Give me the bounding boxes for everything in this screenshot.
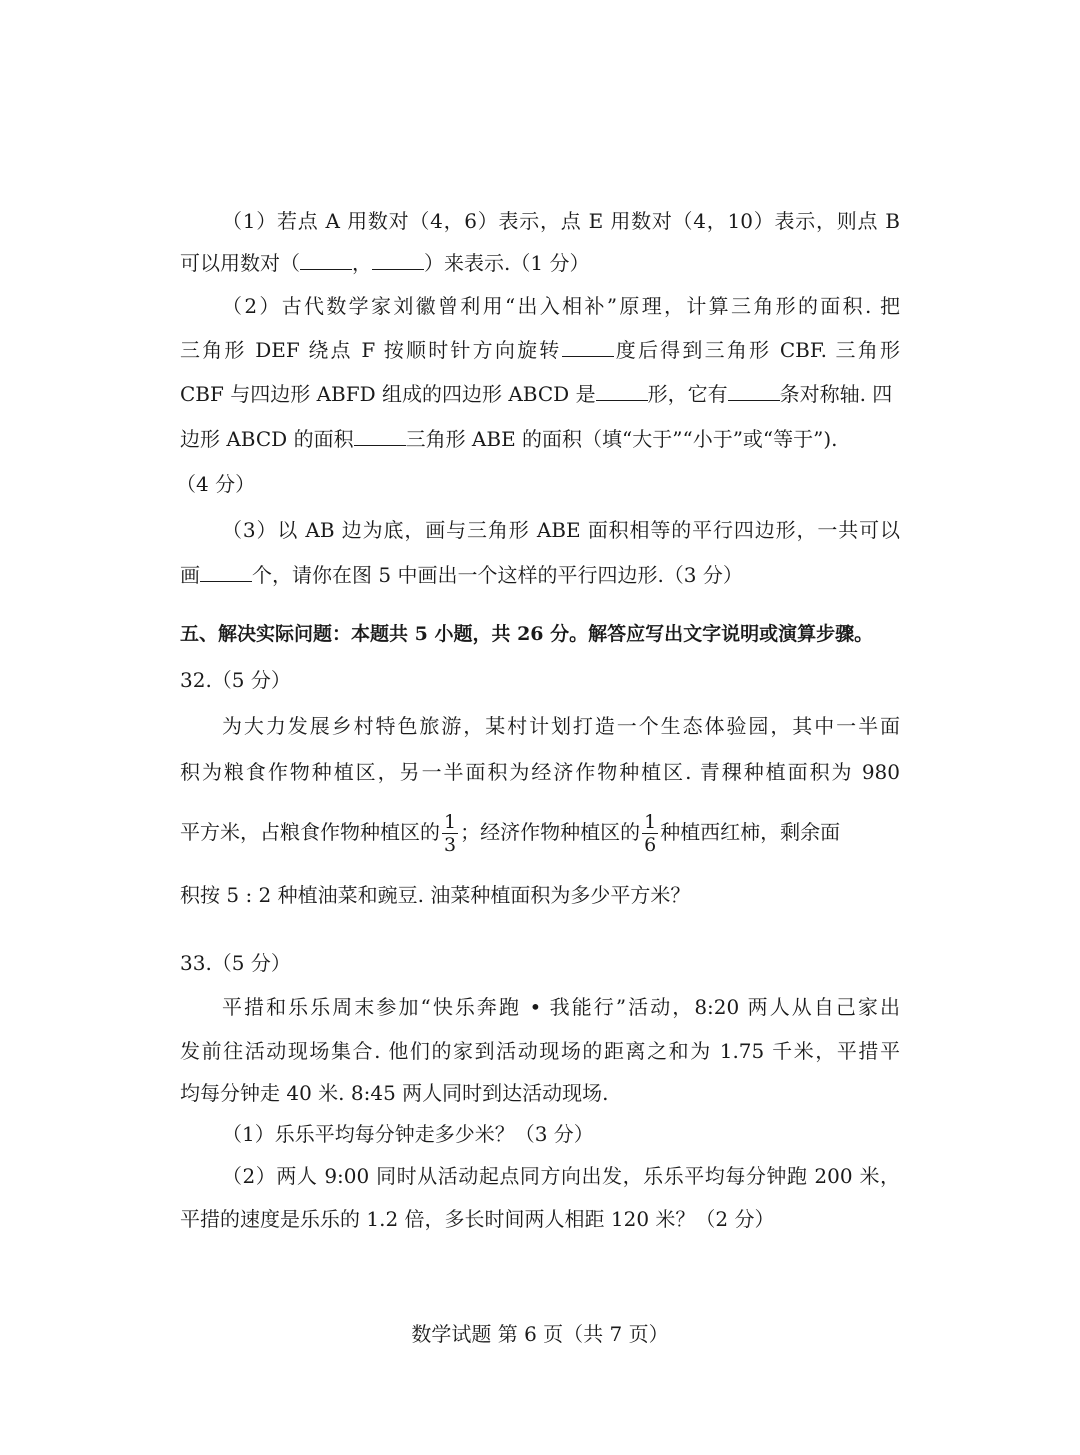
answer-blank-count[interactable] xyxy=(200,561,252,582)
answer-blank-rotation-degree[interactable] xyxy=(562,336,614,357)
q32-label: 32.（5 分） xyxy=(180,668,291,692)
q33-sub2-line2: 平措的速度是乐乐的 1.2 倍，多长时间两人相距 120 米？（2 分） xyxy=(180,1207,775,1231)
q33-line3: 均每分钟走 40 米. 8:45 两人同时到达活动现场. xyxy=(180,1081,609,1105)
fraction-one-third: $\frac{1}{3}$ xyxy=(444,811,457,856)
answer-blank-shape[interactable] xyxy=(596,380,648,401)
q33-sub1: （1）乐乐平均每分钟走多少米？（3 分） xyxy=(222,1122,594,1146)
q33-label: 33.（5 分） xyxy=(180,951,291,975)
q32-line4: 积按 5 : 2 种植油菜和豌豆. 油菜种植面积为多少平方米？ xyxy=(180,883,691,907)
q32-line2: 积为粮食作物种植区，另一半面积为经济作物种植区. 青稞种植面积为 980 xyxy=(180,760,900,784)
answer-blank-b-x[interactable] xyxy=(300,249,352,270)
q31-2-line3: CBF 与四边形 ABFD 组成的四边形 ABCD 是 形，它有 条对称轴. 四 xyxy=(180,382,893,406)
q31-2-line4: 边形 ABCD 的面积 三角形 ABE 的面积（填“大于”“小于”或“等于”). xyxy=(180,427,838,451)
q31-2-line1: （2）古代数学家刘徽曾利用“出入相补”原理，计算三角形的面积. 把 xyxy=(222,294,900,318)
answer-blank-compare[interactable] xyxy=(354,425,406,446)
q33-sub2-line1: （2）两人 9:00 同时从活动起点同方向出发，乐乐平均每分钟跑 200 米， xyxy=(222,1164,900,1188)
q31-1-line2: 可以用数对（ ， ）来表示.（1 分） xyxy=(180,251,590,275)
q32-line1: 为大力发展乡村特色旅游，某村计划打造一个生态体验园，其中一半面 xyxy=(222,714,900,738)
q31-1-line1: （1）若点 A 用数对（4，6）表示，点 E 用数对（4，10）表示，则点 B xyxy=(222,209,900,233)
answer-blank-b-y[interactable] xyxy=(372,249,424,270)
q33-line1: 平措和乐乐周末参加“快乐奔跑 • 我能行”活动，8:20 两人从自己家出 xyxy=(222,995,900,1019)
q31-2-line2: 三角形 DEF 绕点 F 按顺时针方向旋转 度后得到三角形 CBF. 三角形 xyxy=(180,338,900,362)
q31-3-line1: （3）以 AB 边为底，画与三角形 ABE 面积相等的平行四边形，一共可以 xyxy=(222,518,900,542)
q32-line3: 平方米，占粮食作物种植区的 $\frac{1}{3}$ ；经济作物种植区的 $\frac{1}{6}$ 种植西红柿，剩余面 xyxy=(180,811,841,856)
section-5-heading: 五、解决实际问题：本题共 5 小题，共 26 分。解答应写出文字说明或演算步骤。 xyxy=(180,623,874,645)
q33-line2: 发前往活动现场集合. 他们的家到活动现场的距离之和为 1.75 千米，平措平 xyxy=(180,1039,900,1063)
fraction-one-sixth: $\frac{1}{6}$ xyxy=(644,811,657,856)
q31-3-line2: 画 个，请你在图 5 中画出一个这样的平行四边形.（3 分） xyxy=(180,563,743,587)
q31-2-line5: （4 分） xyxy=(176,472,256,496)
answer-blank-symmetry-axes[interactable] xyxy=(728,380,780,401)
page-footer: 数学试题 第 6 页（共 7 页） xyxy=(411,1322,669,1346)
